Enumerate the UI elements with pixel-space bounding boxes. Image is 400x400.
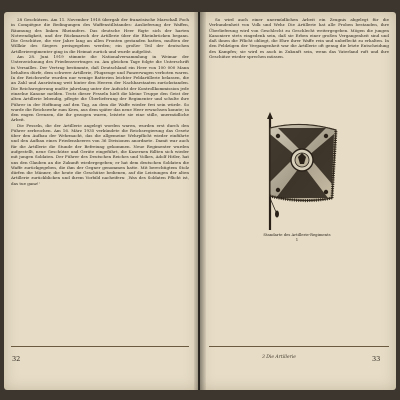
left-page-number: 32 [12,355,21,363]
right-page-text [209,17,389,102]
left-paragraph-2: Am 28. Juni 1919 stimmte die Nationalversammlung in Weimar der Unterzeichnung des Friedensvertrages zu. Am gleichen Tage folgte die Unterschrift in Versailles. Der Vertrag bestimmte, daß Deutschland ein Heer von 100 000 Mann behalten dürfe, dem schwere Artillerie, Flugzeuge und Panzerwagen verboten waren. In der Reichswehr wurden nur wenige Batterien leichter Feldartillerie belassen, die an Zahl und Ausrüstung weit hinter den Heeren der Nachbarstaaten zurückstanden. Die Reichsregierung mußte jahrelang unter der Aufsicht der Kontrollkommission jede einzelne Kanone melden. Trotz dieser Fesseln hielt die kleine Truppe den Geist der alten Artillerie lebendig, pflegte die Überlieferung der Regimenter und schulte ihre Führer in der Hoffnung auf den Tag, an dem die Waffe wieder frei sein würde. So wurde die Reichswehr zum Kern, aus dem später das neue Heer erwachsen konnte; in den engen Grenzen, die ihr gezogen waren, leistete sie eine stille, unermüdliche Arbeit. [11,53,189,123]
left-page-text [11,17,189,347]
right-footer-rule [209,346,389,347]
left-paragraph-1: 28 Geschützen. Am 11. November 1918 übergab der französische Marschall Foch in Compiègne die Bedingungen des Waffenstillstandes: Auslieferung der Waffen, Räumung des linken Rheinufers. Das deutsche Heer fügte sich der harten Notwendigkeit, und der Rückmarsch der Artillerie über die Rheinbrücken begann. Die Geschütze, die vier Jahre lang an allen Fronten gestanden hatten, mußten der Willkür des Siegers preisgegeben werden; ein großer Teil der deutschen Artillerieregimenter ging in die Heimat zurück und wurde aufgelöst. [11,17,189,54]
right-page-number: 33 [372,355,381,363]
book-gutter [194,12,206,390]
standard-flag-illustration [232,112,352,232]
flag-caption: Standarte des Artillerie-Regiments 1 [263,232,331,242]
flag-icon [232,112,352,232]
left-paragraph-3: Die Fesseln, die der Artillerie angelegt worden waren, wurden erst durch den Führer zerbrochen. Am 16. März 1935 verkündete die Reichsregierung das Gesetz über den Aufbau der Wehrmacht, das die allgemeine Wehrpflicht wieder einführte und den Aufbau eines Friedensheeres von 36 Divisionen anordnete. Damit war auch für die Artillerie die Stunde der Befreiung gekommen. Neue Regimenter wurden aufgestellt, neue Geschütze und Geräte eingeführt, die Kasernen füllten sich wieder mit jungen Soldaten. Der Führer des Deutschen Reiches und Volkes, Adolf Hitler, hat uns den Glauben an die Zukunft wiedergegeben; er hat dem deutschen Soldaten die Waffe zurückgegeben, die ihm der Gegner genommen hatte. Mit berechtigtem Stolz dürfen die Männer, die heute die Geschütze bedienen, auf die Leistungen der alten Artillerie zurückblicken und ihrem Vorbild nacheifern: ‚Was des Soldaten Pflicht ist, das tue ganz!' [11,122,189,186]
signature-mark: 3 Die Artillerie [262,355,296,360]
left-footer-rule [11,346,189,347]
right-paragraph-1: So wird auch einer unermüdlichen Arbeit ein Zeugnis abgelegt für die Verbundenheit von Volk und Wehr. Die Artillerie hat alle Proben bestanden, ihre Überlieferung wird von Geschlecht zu Geschlecht weitergegeben. Mögen die jungen Kanoniere stets eingedenk sein, daß sie Erben einer großen Vergangenheit sind und daß ihnen die Pflicht obliegt, die Ehre ihrer Waffe rein und unbefleckt zu erhalten. In den Feldzügen der Vergangenheit war die Artillerie oft genug die letzte Entscheidung des Kampfes; sie wird es auch in Zukunft sein, wenn das Vaterland ruft und ihre Geschütze wieder sprechen müssen. [209,17,389,59]
